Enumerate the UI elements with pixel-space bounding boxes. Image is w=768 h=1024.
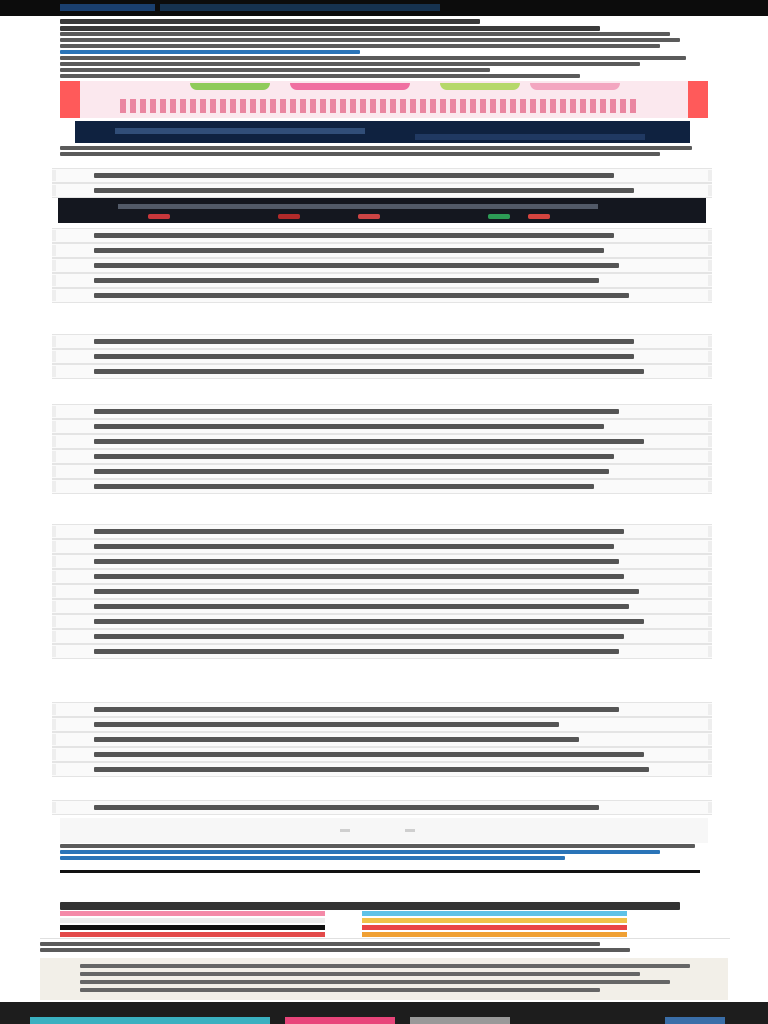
- quote-line: [94, 805, 599, 810]
- footer-summary: [40, 958, 728, 1000]
- quote-line: [94, 439, 644, 444]
- site-nav-link[interactable]: [160, 4, 440, 11]
- hero-image: [60, 81, 708, 118]
- related-heading: [60, 902, 680, 910]
- related-card-2[interactable]: [362, 911, 627, 941]
- quote-line: [94, 752, 644, 757]
- bottom-link[interactable]: [285, 1017, 395, 1024]
- quote-line: [94, 278, 599, 283]
- quote-line: [94, 634, 624, 639]
- quote-line: [94, 369, 644, 374]
- quote-line: [94, 469, 609, 474]
- site-logo-link[interactable]: [60, 4, 155, 11]
- quote-line: [94, 574, 624, 579]
- quote-line: [94, 649, 619, 654]
- quote-line: [94, 263, 619, 268]
- bottom-link[interactable]: [410, 1017, 510, 1024]
- quote-line: [94, 173, 614, 178]
- scroll-to-top-button[interactable]: [665, 1017, 725, 1024]
- inline-image: [58, 198, 706, 223]
- quote-line: [94, 619, 644, 624]
- top-navigation-bar: [0, 0, 768, 16]
- quote-line: [94, 559, 619, 564]
- bottom-link[interactable]: [30, 1017, 270, 1024]
- quote-line: [94, 233, 614, 238]
- quote-line: [94, 454, 614, 459]
- footer-divider: [40, 938, 730, 939]
- related-card-1[interactable]: [60, 911, 325, 941]
- quote-line: [94, 339, 634, 344]
- site-name: [0, 0, 1, 1]
- quote-line: [94, 707, 619, 712]
- quote-line: [94, 737, 579, 742]
- quote-line: [94, 354, 634, 359]
- quote-line: [94, 529, 624, 534]
- bottom-toolbar: [0, 1002, 768, 1024]
- share-button[interactable]: [405, 829, 415, 832]
- promo-banner[interactable]: [75, 121, 690, 143]
- quote-line: [94, 188, 634, 193]
- quote-line: [94, 248, 604, 253]
- quote-line: [94, 409, 619, 414]
- quote-line: [94, 604, 629, 609]
- share-buttons: [60, 818, 708, 843]
- share-button[interactable]: [340, 829, 350, 832]
- quote-line: [94, 722, 559, 727]
- quote-line: [94, 767, 649, 772]
- quote-line: [94, 589, 639, 594]
- quote-line: [94, 293, 629, 298]
- quote-line: [94, 484, 594, 489]
- quote-line: [94, 544, 614, 549]
- quote-line: [94, 424, 604, 429]
